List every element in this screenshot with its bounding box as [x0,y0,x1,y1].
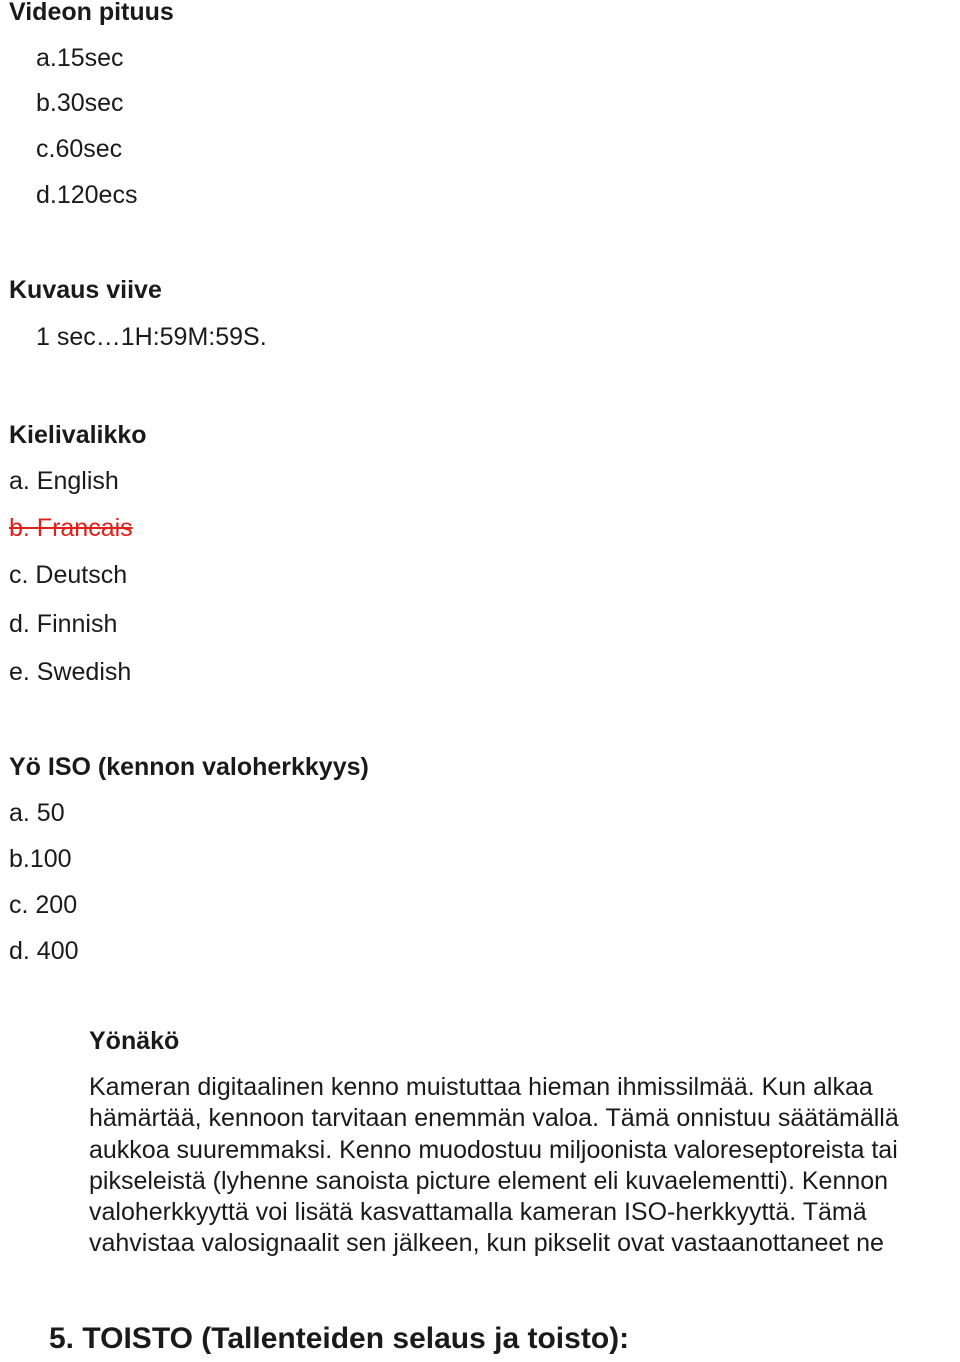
night-iso-option-100: b.100 [9,845,72,873]
night-iso-title: Yö ISO (kennon valoherkkyys) [9,753,369,781]
language-menu-title: Kielivalikko [9,421,147,449]
video-length-option-b: b.30sec [36,89,124,117]
night-vision-line-6: vahvistaa valosignaalit sen jälkeen, kun pikselit ovat vastaanottaneet ne [89,1229,884,1258]
language-option-english: a. English [9,467,119,495]
language-option-finnish: d. Finnish [9,610,118,638]
section-5-heading: 5. TOISTO (Tallenteiden selaus ja toisto): [49,1322,630,1355]
night-vision-line-2: hämärtää, kennoon tarvitaan enemmän valoa. Tämä onnistuu säätämällä [89,1104,899,1133]
video-length-option-d: d.120ecs [36,181,138,209]
night-iso-option-50: a. 50 [9,799,65,827]
night-iso-option-400: d. 400 [9,937,79,965]
night-vision-paragraph [89,1072,951,1260]
video-length-title: Videon pituus [9,0,174,26]
language-option-francais: b. Francais [9,514,133,542]
shot-delay-title: Kuvaus viive [9,276,162,304]
night-vision-line-4: pikseleistä (lyhenne sanoista picture element eli kuvaelementti). Kennon [89,1166,889,1195]
language-option-deutsch: c. Deutsch [9,561,128,589]
night-iso-option-200: c. 200 [9,891,78,919]
night-vision-title: Yönäkö [89,1027,180,1055]
night-vision-line-5: valoherkkyyttä voi lisätä kasvattamalla kameran ISO-herkkyyttä. Tämä [89,1198,867,1227]
shot-delay-range: 1 sec…1H:59M:59S. [36,323,267,351]
video-length-option-a: a.15sec [36,44,124,72]
language-option-swedish: e. Swedish [9,658,132,686]
night-vision-line-3: aukkoa suuremmaksi. Kenno muodostuu miljoonista valoreseptoreista tai [89,1135,898,1164]
night-vision-line-1: Kameran digitaalinen kenno muistuttaa hieman ihmissilmää. Kun alkaa [89,1073,873,1101]
video-length-option-c: c.60sec [36,135,123,163]
